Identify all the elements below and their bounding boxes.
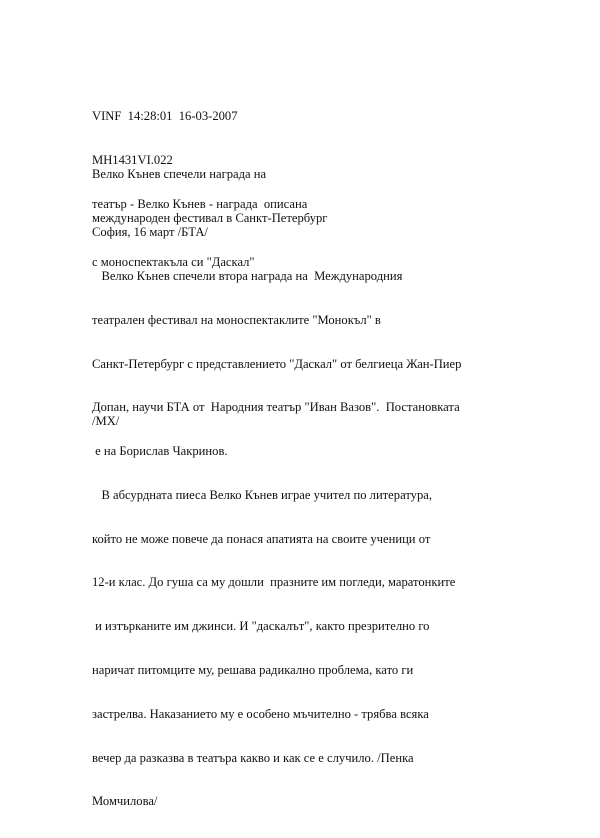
header-id-line: MH1431VI.022 (92, 152, 173, 167)
header-topic-line: театър - Велко Кънев - награда описана (92, 196, 308, 211)
body-line: наричат питомците му, решава радикално проблема, като ги (92, 663, 414, 677)
body-line: е на Борислав Чакринов. (92, 444, 228, 459)
headline-line: с моноспектакъла си "Даскал" (92, 254, 255, 269)
body-line: вечер да разказва в театъра какво и как се е случило. /Пенка (92, 750, 414, 765)
body-line: Момчилова/ (92, 794, 158, 809)
body-line: Санкт-Петербург с представлението "Даскал" от белгиеца Жан-Пиер (92, 356, 462, 371)
signoff-text: /МХ/ (92, 414, 120, 429)
article-body (92, 196, 461, 838)
body-line: застрелва. Наказанието му е особено мъчително - трябва всяка (92, 706, 429, 721)
headline-line: Велко Кънев спечели награда на (92, 167, 267, 182)
body-line: театрален фестивал на моноспектаклите "Монокъл" в (92, 312, 381, 327)
body-line: Велко Кънев спечели втора награда на Международния (92, 268, 403, 283)
headline-line: международен фестивал в Санкт-Петербург (92, 210, 328, 225)
body-line: който не може повече да понася апатията на своите ученици от (92, 531, 431, 546)
dateline: София, 16 март /БТА/ (92, 225, 208, 240)
body-line: Допан, научи БТА от Народния театър "Иван Вазов". Постановката (92, 400, 460, 415)
body-line: В абсурдната пиеса Велко Кънев играе учител по литература, (92, 487, 433, 502)
signoff (92, 385, 119, 458)
body-line: и изтърканите им джинси. И "даскалът", както презрително го (92, 619, 430, 634)
body-line: 12-и клас. До гуша са му дошли празните им погледи, маратонките (92, 575, 456, 590)
header-timestamp-line: VINF 14:28:01 16-03-2007 (92, 109, 238, 124)
